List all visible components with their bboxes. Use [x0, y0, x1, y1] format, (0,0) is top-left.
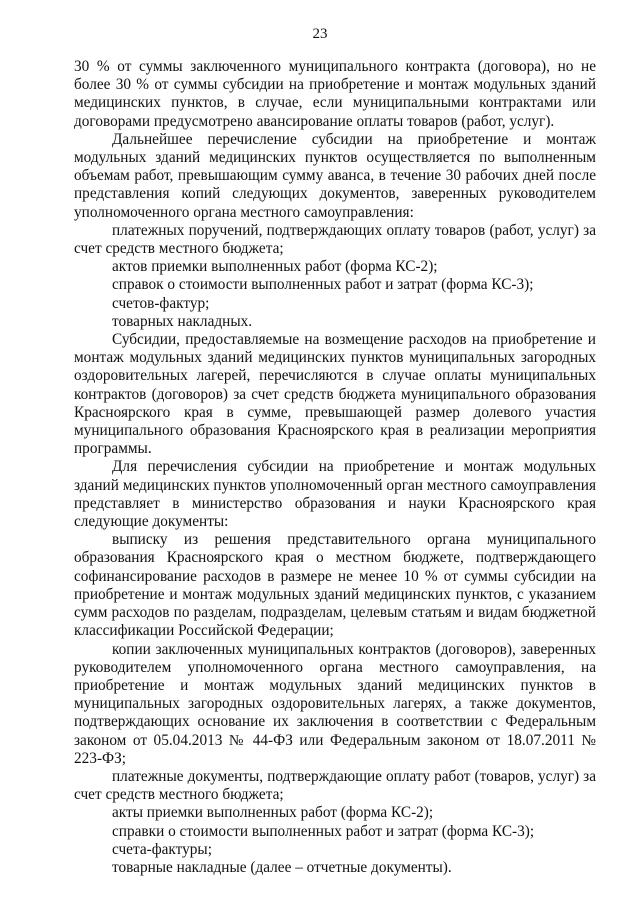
list-item-acts: акты приемки выполненных работ (форма КС-2); — [112, 804, 434, 822]
paragraph-advance-payment: 30 % от суммы заключенного муниципального контракта (договора), но не более 30 % от суммы субсидии на приобретение и монтаж модульных зданий медицинских пунктов, в случае, если муниципальными контрактами или договорами предусмотрено авансирование оплаты товаров (работ, услуг). — [74, 58, 596, 130]
list-item-contract-copies: копии заключенных муниципальных контрактов (договоров), заверенных руководителем уполномоченного органа местного самоуправления, на приобретение и монтаж модульных зданий медицинских пунктов в муниципальных загородных оздоровительных лагерях, а также документов, подтверждающих основание их заключения в соответствии с Федеральным законом от 05.04.2013 № 44-ФЗ или Федеральным законом от 18.07.2011 № 223-ФЗ; — [74, 640, 596, 767]
list-item-acceptance-acts: актов приемки выполненных работ (форма КС-2); — [112, 258, 438, 276]
page-number: 23 — [312, 26, 328, 42]
paragraph-further-transfer: Дальнейшее перечисление субсидии на приобретение и монтаж модульных зданий медицинских пунктов осуществляется по выполненным объемам работ, превышающим сумму аванса, в течение 30 рабочих дней после представления копий следующих документов, заверенных руководителем уполномоченного органа местного самоуправления: — [74, 130, 596, 221]
list-item-payment-orders: платежных поручений, подтверждающих оплату товаров (работ, услуг) за счет средств местного бюджета; — [74, 221, 596, 258]
list-item-waybills: товарных накладных. — [112, 312, 253, 330]
paragraph-reimbursement-subsidies: Субсидии, предоставляемые на возмещение расходов на приобретение и монтаж модульных зданий медицинских пунктов муниципальных загородных оздоровительных лагерей, перечисляются в случае оплаты муниципальных контрактов (договоров) за счет средств бюджета муниципального образования Красноярского края в сумме, превышающей размер долевого участия муниципального образования Красноярского края в реализации мероприятия программы. — [74, 331, 596, 458]
list-item-invoices: счетов-фактур; — [112, 294, 210, 312]
list-item-cost-references: справки о стоимости выполненных работ и затрат (форма КС-3); — [112, 822, 535, 840]
document-body — [74, 58, 596, 877]
list-item-payment-documents: платежные документы, подтверждающие оплату работ (товаров, услуг) за счет средств местного бюджета; — [74, 767, 596, 804]
list-item-budget-extract: выписку из решения представительного органа муниципального образования Красноярского края о местном бюджете, подтверждающего софинансирование расходов в размере не менее 10 % от суммы субсидии на приобретение и монтаж модульных зданий медицинских пунктов, с указанием сумм расходов по разделам, подразделам, целевым статьям и видам бюджетной классификации Российской Федерации; — [74, 531, 596, 640]
list-item-invoices-2: счета-фактуры; — [112, 840, 212, 858]
list-item-waybills-2: товарные накладные (далее – отчетные документы). — [112, 858, 452, 876]
paragraph-required-documents: Для перечисления субсидии на приобретение и монтаж модульных зданий медицинских пунктов уполномоченный орган местного самоуправления представляет в министерство образования и науки Красноярского края следующие документы: — [74, 458, 596, 531]
list-item-cost-certificates: справок о стоимости выполненных работ и затрат (форма КС-3); — [112, 276, 534, 294]
